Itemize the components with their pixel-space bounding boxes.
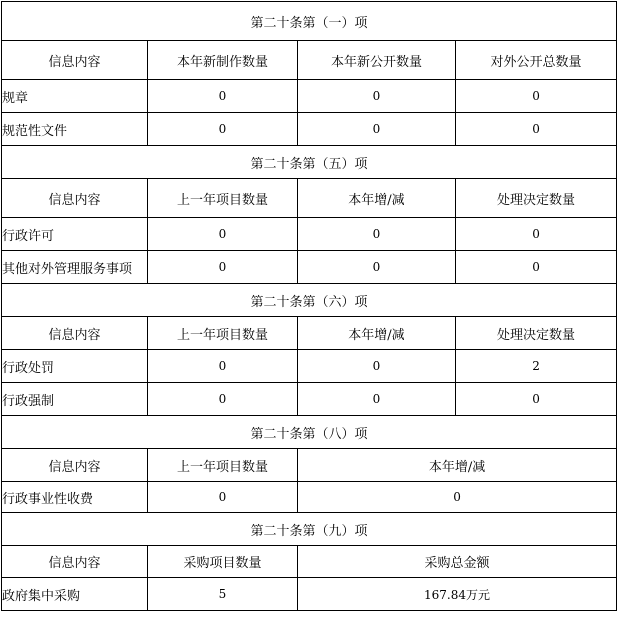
- header-cell: 本年增/减: [298, 449, 617, 482]
- value-cell: 0: [298, 383, 456, 416]
- header-cell: 信息内容: [2, 546, 148, 578]
- table-row: [2, 218, 617, 251]
- value-cell: 0: [456, 383, 617, 416]
- header-cell: 信息内容: [2, 449, 148, 482]
- row-label: 其他对外管理服务事项: [2, 251, 148, 284]
- header-cell: 上一年项目数量: [148, 179, 298, 218]
- section-title: 第二十条第（五）项: [2, 146, 617, 179]
- disclosure-table: [1, 1, 617, 611]
- table-row: [2, 113, 617, 146]
- section-title: 第二十条第（九）项: [2, 513, 617, 546]
- value-cell: 0: [456, 251, 617, 284]
- row-label: 行政许可: [2, 218, 148, 251]
- row-label: 政府集中采购: [2, 578, 148, 611]
- section-title-row: [2, 513, 617, 546]
- value-cell: 0: [298, 482, 617, 513]
- value-cell: 0: [456, 80, 617, 113]
- header-row: [2, 317, 617, 350]
- table-row: [2, 383, 617, 416]
- header-cell: 采购项目数量: [148, 546, 298, 578]
- section-title: 第二十条第（八）项: [2, 416, 617, 449]
- section-title-row: [2, 2, 617, 41]
- value-cell: 0: [298, 218, 456, 251]
- table-row: [2, 350, 617, 383]
- section-title-row: [2, 146, 617, 179]
- value-cell: 0: [456, 113, 617, 146]
- row-label: 行政事业性收费: [2, 482, 148, 513]
- header-cell: 上一年项目数量: [148, 317, 298, 350]
- header-cell: 处理决定数量: [456, 317, 617, 350]
- header-cell: 信息内容: [2, 179, 148, 218]
- header-cell: 信息内容: [2, 317, 148, 350]
- section-title-row: [2, 416, 617, 449]
- value-cell: 0: [298, 251, 456, 284]
- header-cell: 采购总金额: [298, 546, 617, 578]
- table-row: [2, 482, 617, 513]
- value-cell: 0: [298, 80, 456, 113]
- header-row: [2, 546, 617, 578]
- row-label: 行政强制: [2, 383, 148, 416]
- value-cell: 0: [298, 350, 456, 383]
- value-cell: 0: [456, 218, 617, 251]
- table-row: [2, 251, 617, 284]
- value-cell: 167.84万元: [298, 578, 617, 611]
- value-cell: 0: [148, 113, 298, 146]
- value-cell: 2: [456, 350, 617, 383]
- section-title-row: [2, 284, 617, 317]
- row-label: 行政处罚: [2, 350, 148, 383]
- header-cell: 信息内容: [2, 41, 148, 80]
- header-cell: 处理决定数量: [456, 179, 617, 218]
- row-label: 规章: [2, 80, 148, 113]
- value-cell: 0: [148, 251, 298, 284]
- header-cell: 本年增/减: [298, 317, 456, 350]
- table-row: [2, 578, 617, 611]
- value-cell: 0: [298, 113, 456, 146]
- header-cell: 本年新制作数量: [148, 41, 298, 80]
- header-cell: 本年增/减: [298, 179, 456, 218]
- header-row: [2, 41, 617, 80]
- value-cell: 0: [148, 218, 298, 251]
- value-cell: 5: [148, 578, 298, 611]
- header-cell: 对外公开总数量: [456, 41, 617, 80]
- header-cell: 上一年项目数量: [148, 449, 298, 482]
- value-cell: 0: [148, 482, 298, 513]
- row-label: 规范性文件: [2, 113, 148, 146]
- value-cell: 0: [148, 350, 298, 383]
- header-row: [2, 449, 617, 482]
- header-row: [2, 179, 617, 218]
- table-row: [2, 80, 617, 113]
- section-title: 第二十条第（一）项: [2, 2, 617, 41]
- header-cell: 本年新公开数量: [298, 41, 456, 80]
- value-cell: 0: [148, 80, 298, 113]
- value-cell: 0: [148, 383, 298, 416]
- section-title: 第二十条第（六）项: [2, 284, 617, 317]
